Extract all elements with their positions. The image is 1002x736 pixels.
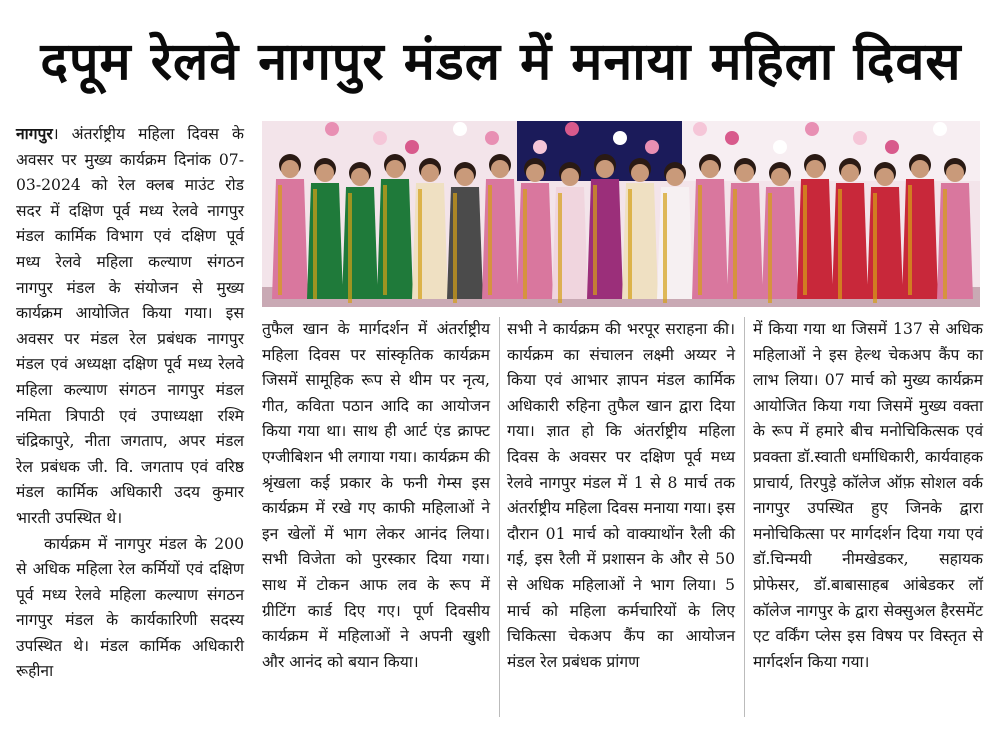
person-face xyxy=(351,168,369,186)
balloon xyxy=(533,140,547,154)
article-paragraph: में किया गया था जिसमें 137 से अधिक महिलाओं ने इस हेल्थ चेकअप कैंप का लाभ लिया। 07 मार्च को मुख्य कार्यक्रम आयोजित किया गया जिसमें मुख्य वक्ता के रूप में हमारे बीच मनोचिकित्सक एवं प्रवक्ता डॉ.स्वाती धर्माधिकारी, कार्यवाहक प्राचार्य, तिरपुड़े कॉलेज ऑफ़ सोशल वर्क नागपुर उपस्थित हुए जिनके द्वारा मनोचिकित्सा पर मार्गदर्शन दिया गया एवं डॉ.चिन्मयी नीमखेडकर, सहायक प्रोफेसर, डॉ.बाबासाहब आंबेडकर लॉ कॉलेज नागपुर के द्वारा सेक्सुअल हैरसमेंट एट वर्किंग प्लेस इस विषय पर विस्तृत से मार्गदर्शन किया गया। xyxy=(753,320,983,671)
saree-border xyxy=(873,193,877,303)
balloon xyxy=(565,122,579,136)
saree-border xyxy=(943,189,947,299)
article-paragraph: तुफैल खान के मार्गदर्शन में अंतर्राष्ट्रीय महिला दिवस पर सांस्कृतिक कार्यक्रम जिसमें सामूहिक रूप से थीम पर नृत्य, गीत, कविता पठान आदि का आयोजन किया गया था। साथ ही आर्ट एंड क्राफ्ट एग्जीबिशन भी लगाया गया। कार्यक्रम की श्रृंखला कई प्रकार के फनी गेम्स इस कार्यक्रम में रखे गए काफी महिलाओं ने इन खेलों में भाग लेकर आनंद लिया। सभी विजेता को पुरस्कार दिया गया। साथ में टोकन आफ लव के रूप में ग्रीटिंग कार्ड दिए गए। पूर्ण दिवसीय कार्यक्रम में महिलाओं ने अपनी खुशी और आनंद को बयान किया। xyxy=(262,320,490,671)
balloon xyxy=(853,131,867,145)
article-column-2 xyxy=(262,317,490,725)
article-paragraph xyxy=(16,121,244,532)
person-saree xyxy=(727,183,763,299)
person-saree xyxy=(342,187,378,299)
person-face xyxy=(841,164,859,182)
article-paragraph: सभी ने कार्यक्रम की भरपूर सराहना की। कार्यक्रम का संचालन लक्ष्मी अय्यर ने किया एवं आभार ज्ञापन मंडल कार्मिक अधिकारी रुहिना तुफैल खान द्वारा दिया गया। ज्ञात हो कि अंतर्राष्ट्रीय महिला दिवस के अवसर पर दक्षिण पूर्व मध्य रेलवे नागपुर मंडल में 1 से 8 मार्च तक अंतर्राष्ट्रीय महिला दिवस मनाया गया। इस दौरान 01 मार्च को वाक्याथोंन रैली की गई, इस रैली में प्रशासन के और से 50 से अधिक महिलाओं ने भाग लिया। 5 मार्च को महिला कर्मचारियों के लिए चिकित्सा चेकअप कैंप का आयोजन मंडल रेल प्रबंधक प्रांगण xyxy=(507,320,735,671)
saree-border xyxy=(593,185,597,295)
person-saree xyxy=(937,183,973,299)
saree-border xyxy=(488,185,492,295)
person-face xyxy=(596,160,614,178)
person-face xyxy=(701,160,719,178)
person-saree xyxy=(482,179,518,299)
headline: दपूम रेलवे नागपुर मंडल में मनाया महिला दिवस xyxy=(40,31,962,92)
article-column-4 xyxy=(753,317,983,725)
balloon xyxy=(693,122,707,136)
person-saree xyxy=(412,183,448,299)
person-saree xyxy=(272,179,308,299)
person-saree xyxy=(657,187,693,299)
saree-border xyxy=(698,185,702,295)
person-saree xyxy=(832,183,868,299)
person-face xyxy=(561,168,579,186)
saree-border xyxy=(453,193,457,303)
person-saree xyxy=(692,179,728,299)
person-face xyxy=(421,164,439,182)
person-saree xyxy=(622,183,658,299)
balloon xyxy=(885,140,899,154)
person-saree xyxy=(307,183,343,299)
article-column-3 xyxy=(507,317,735,725)
saree-border xyxy=(838,189,842,299)
saree-border xyxy=(383,185,387,295)
balloon xyxy=(933,122,947,136)
saree-border xyxy=(803,185,807,295)
balloon xyxy=(453,122,467,136)
person-face xyxy=(281,160,299,178)
person-saree xyxy=(377,179,413,299)
column-divider xyxy=(499,317,500,717)
person-saree xyxy=(447,187,483,299)
person-face xyxy=(491,160,509,178)
balloon xyxy=(485,131,499,145)
person-face xyxy=(456,168,474,186)
balloon xyxy=(405,140,419,154)
person-face xyxy=(946,164,964,182)
person-face xyxy=(736,164,754,182)
person-saree xyxy=(867,187,903,299)
person-face xyxy=(631,164,649,182)
article-paragraph: कार्यक्रम में नागपुर मंडल के 200 से अधिक महिला रेल कर्मियों एवं दक्षिण पूर्व मध्य रेलवे महिला कल्याण संगठन नागपुर मंडल के कार्यकारिणी सदस्य उपस्थित थे। मंडल कार्मिक अधिकारी रूहीना xyxy=(16,534,244,681)
person-face xyxy=(526,164,544,182)
event-photo xyxy=(262,121,980,307)
saree-border xyxy=(523,189,527,299)
person-face xyxy=(666,168,684,186)
person-saree xyxy=(797,179,833,299)
group-photo-illustration xyxy=(262,121,980,307)
balloon xyxy=(325,122,339,136)
saree-border xyxy=(348,193,352,303)
balloon xyxy=(373,131,387,145)
person-face xyxy=(316,164,334,182)
balloon xyxy=(613,131,627,145)
balloon xyxy=(645,140,659,154)
column-divider xyxy=(744,317,745,717)
person-saree xyxy=(552,187,588,299)
balloon xyxy=(725,131,739,145)
saree-border xyxy=(733,189,737,299)
person-face xyxy=(771,168,789,186)
saree-border xyxy=(908,185,912,295)
person-saree xyxy=(587,179,623,299)
person-face xyxy=(806,160,824,178)
person-saree xyxy=(762,187,798,299)
balloon xyxy=(805,122,819,136)
saree-border xyxy=(278,185,282,295)
saree-border xyxy=(628,189,632,299)
person-saree xyxy=(902,179,938,299)
person-face xyxy=(876,168,894,186)
balloon xyxy=(773,140,787,154)
person-face xyxy=(911,160,929,178)
saree-border xyxy=(418,189,422,299)
saree-border xyxy=(313,189,317,299)
saree-border xyxy=(558,193,562,303)
paragraph-text: । अंतर्राष्ट्रीय महिला दिवस के अवसर पर मुख्य कार्यक्रम दिनांक 07-03-2024 को रेल क्लब माउंट रोड सदर में दक्षिण पूर्व मध्य रेलवे नागपुर मंडल कार्मिक विभाग एवं दक्षिण पूर्व मध्य रेलवे महिला कल्याण संगठन नागपुर मंडल के संयोजन से मुख्य कार्यक्रम आयोजित किया गया। इस अवसर पर मंडल रेल प्रबंधक नागपुर मंडल एवं अध्यक्षा दक्षिण पूर्व मध्य रेलवे महिला कल्याण संगठन नागपुर मंडल नमिता त्रिपाठी एवं उपाध्यक्षा रश्मि चंद्रिकापुरे, नीता जगताप, अपर मंडल रेल प्रबंधक जी. वि. जगताप एवं वरिष्ठ मंडल कार्मिक अधिकारी उदय कुमार भारती उपस्थित थे। xyxy=(16,125,244,527)
person-face xyxy=(386,160,404,178)
saree-border xyxy=(768,193,772,303)
article-column-1 xyxy=(16,121,244,721)
dateline: नागपुर xyxy=(16,124,53,143)
saree-border xyxy=(663,193,667,303)
person-saree xyxy=(517,183,553,299)
